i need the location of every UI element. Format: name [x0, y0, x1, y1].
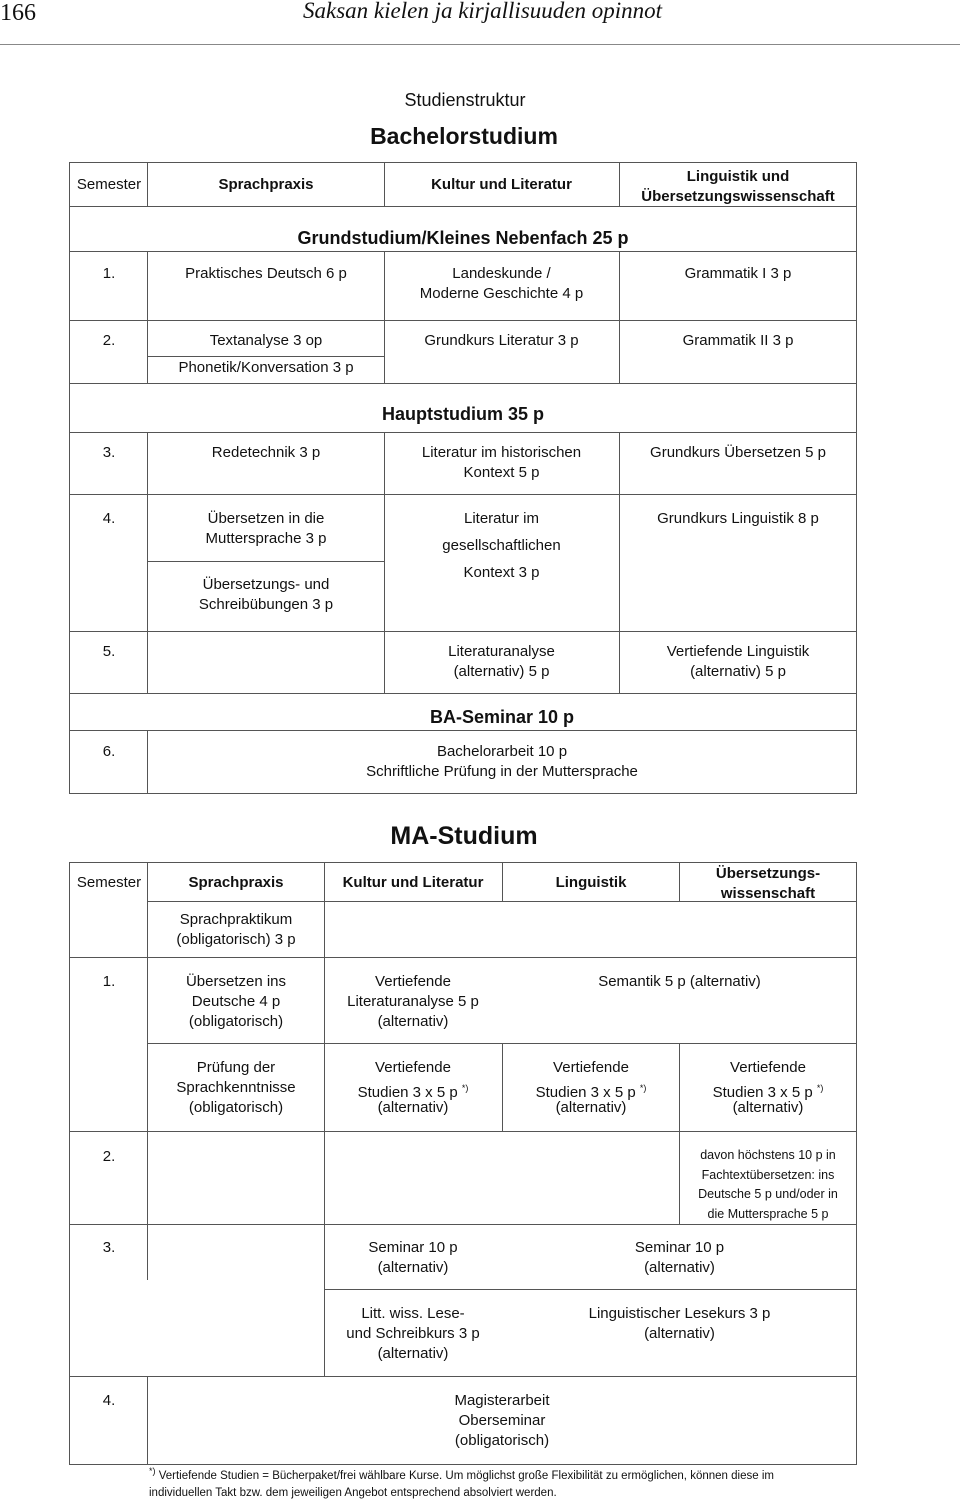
ma-sem-4: 4.: [102, 1392, 116, 1409]
ma-s3-seminar-ling: Seminar 10 p (alternativ): [634, 1239, 725, 1276]
ba-s6-content: Bachelorarbeit 10 p Schriftliche Prüfung in der Muttersprache: [366, 743, 638, 780]
ba-s2-sprach-b: Phonetik/Konversation 3 p: [178, 359, 354, 376]
structure-title: Studienstruktur: [404, 90, 526, 110]
ma-sem-1: 1.: [102, 973, 116, 990]
ba-sem-6: 6.: [102, 743, 116, 760]
ma-head-uebersetzung: Übersetzungs- wissenschaft: [715, 865, 821, 902]
ma-s1-sprach: Übersetzen ins Deutsche 4 p (obligatorisch): [185, 973, 287, 1030]
ba-s4-sprach-a: Übersetzen in die Muttersprache 3 p: [205, 510, 327, 547]
ma-s1-semantik: Semantik 5 p (alternativ): [598, 973, 761, 990]
footnote: *) Vertiefende Studien = Bücherpaket/frei wählbare Kurse. Um möglichst große Flexibilität zu ermöglichen, können diese im individuellen Takt bzw. dem jeweiligen Angebot entsprechend absolviert werden.: [149, 1466, 774, 1499]
grundstudium-title: Grundstudium/Kleines Nebenfach 25 p: [297, 228, 629, 248]
ma-vertiefende-kultur: Vertiefende Studien 3 x 5 p *) (alternativ): [357, 1059, 469, 1116]
ba-sem-4: 4.: [102, 510, 116, 527]
ba-s1-sprach: Praktisches Deutsch 6 p: [185, 265, 347, 282]
ma-head-linguistik: Linguistik: [555, 874, 627, 891]
ba-s5-kultur: Literaturanalyse (alternativ) 5 p: [448, 643, 555, 680]
ma-s2-note: davon höchstens 10 p in Fachtextübersetzen: ins Deutsche 5 p und/oder in die Muttersprache 5 p: [698, 1148, 838, 1221]
ba-s2-ling: Grammatik II 3 p: [682, 332, 794, 349]
ba-s4-kultur: Literatur im gesellschaftlichen Kontext 3 p: [442, 510, 561, 581]
ba-s4-sprach-b: Übersetzungs- und Schreibübungen 3 p: [198, 576, 334, 613]
ma-pruefung: Prüfung der Sprachkenntnisse (obligatorisch): [176, 1059, 296, 1116]
ba-s3-sprach: Redetechnik 3 p: [211, 444, 321, 461]
ba-head-kultur: Kultur und Literatur: [431, 176, 572, 193]
ba-seminar-title: BA-Seminar 10 p: [429, 707, 575, 727]
running-title: Saksan kielen ja kirjallisuuden opinnot: [303, 0, 663, 23]
ma-s3-litt: Litt. wiss. Lese- und Schreibkurs 3 p (alternativ): [346, 1305, 480, 1362]
header-rule: [0, 44, 960, 45]
ba-s2-kultur: Grundkurs Literatur 3 p: [424, 332, 579, 349]
ma-sprachpraktikum: Sprachpraktikum (obligatorisch) 3 p: [176, 911, 296, 948]
ma-sem-3: 3.: [102, 1239, 116, 1256]
ba-s3-ling: Grundkurs Übersetzen 5 p: [650, 444, 826, 461]
ma-head-semester: Semester: [76, 874, 142, 891]
ba-s2-sprach-a: Textanalyse 3 op: [209, 332, 323, 349]
ba-sem-3: 3.: [102, 444, 116, 461]
ba-sem-5: 5.: [102, 643, 116, 660]
ba-sem-2: 2.: [102, 332, 116, 349]
ma-title: MA-Studium: [390, 822, 538, 850]
ma-head-sprachpraxis: Sprachpraxis: [188, 874, 284, 891]
ma-s4-magister: Magisterarbeit Oberseminar (obligatorisch): [454, 1392, 550, 1449]
ba-s4-ling: Grundkurs Linguistik 8 p: [657, 510, 819, 527]
page-number: 166: [0, 0, 36, 26]
ba-sem-1: 1.: [102, 265, 116, 282]
ma-head-kultur: Kultur und Literatur: [342, 874, 484, 891]
ba-head-linguistik: Linguistik und Übersetzungswissenschaft: [641, 168, 835, 205]
ma-vertiefende-linguistik: Vertiefende Studien 3 x 5 p *) (alternativ): [535, 1059, 647, 1116]
ba-s1-kultur: Landeskunde / Moderne Geschichte 4 p: [419, 265, 584, 302]
ma-s3-seminar-kultur: Seminar 10 p (alternativ): [368, 1239, 458, 1276]
ba-s1-ling: Grammatik I 3 p: [684, 265, 792, 282]
ba-title: Bachelorstudium: [370, 123, 558, 149]
ma-s3-lesekurs: Linguistischer Lesekurs 3 p (alternativ): [588, 1305, 771, 1342]
ba-s5-ling: Vertiefende Linguistik (alternativ) 5 p: [666, 643, 810, 680]
ba-s3-kultur: Literatur im historischen Kontext 5 p: [421, 444, 582, 481]
hauptstudium-title: Hauptstudium 35 p: [381, 404, 544, 424]
ba-head-sprachpraxis: Sprachpraxis: [218, 176, 314, 193]
ba-head-semester: Semester: [76, 176, 142, 193]
ma-vertiefende-uebersetzung: Vertiefende Studien 3 x 5 p *) (alternativ): [712, 1059, 824, 1116]
ma-s1-kultur: Vertiefende Literaturanalyse 5 p (alternativ): [347, 973, 479, 1030]
ma-sem-2: 2.: [102, 1148, 116, 1165]
